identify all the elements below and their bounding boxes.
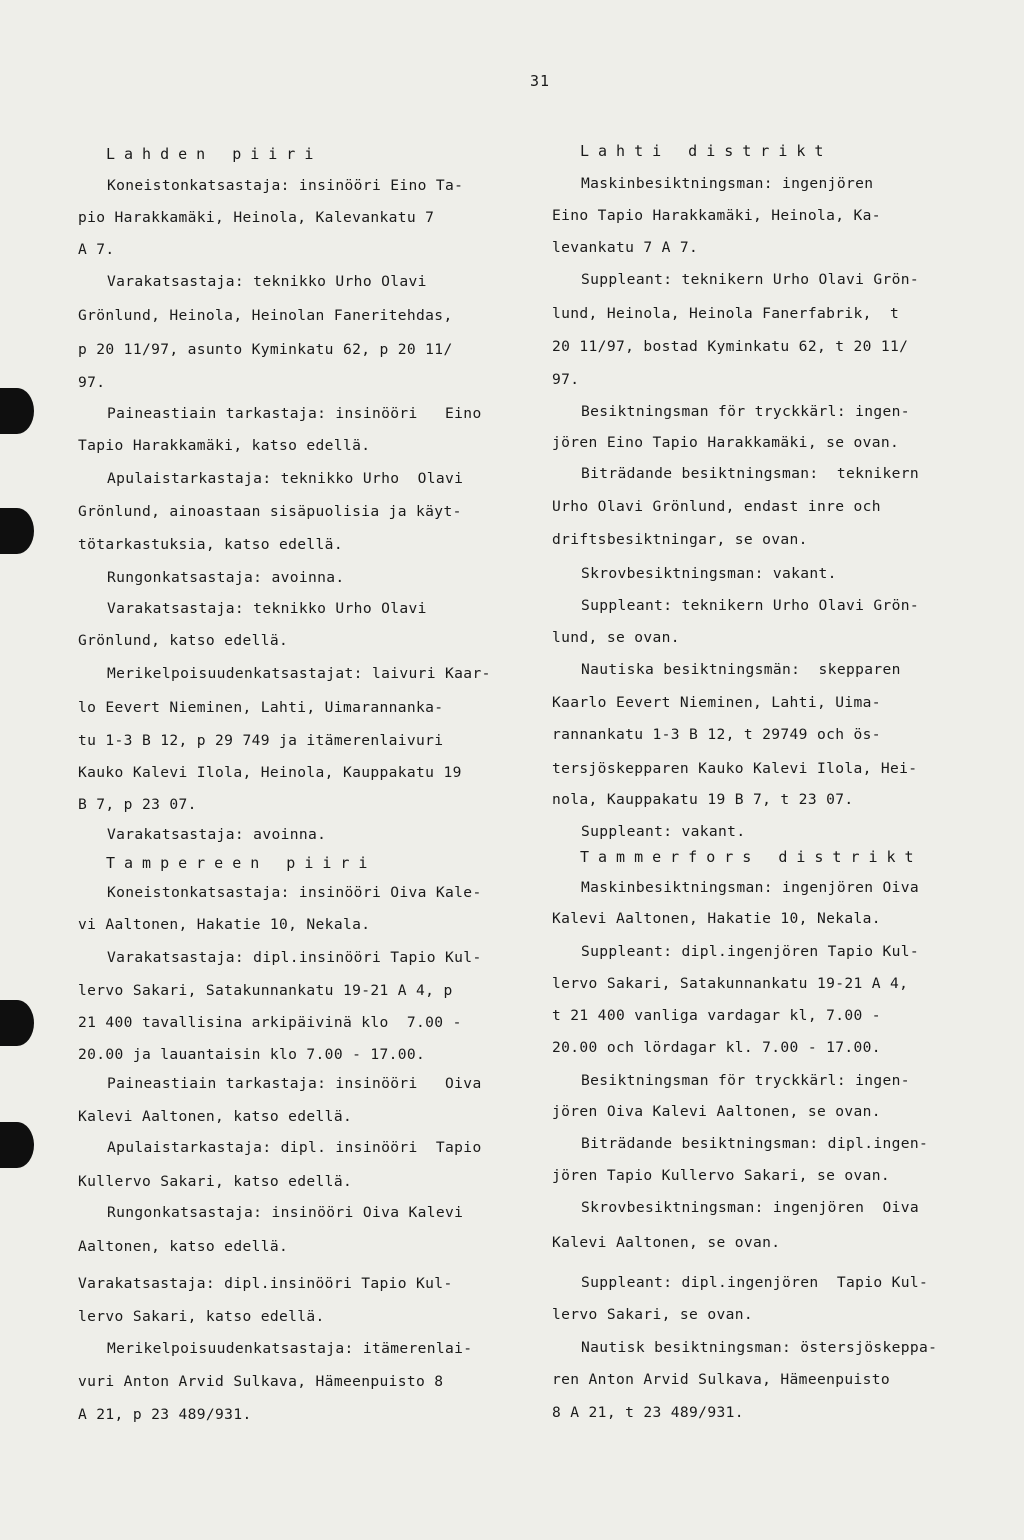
text-line: Rungonkatsastaja: insinööri Oiva Kalevi: [107, 1204, 464, 1221]
text-line: Nautiska besiktningsmän: skepparen: [581, 661, 901, 678]
text-line: vuri Anton Arvid Sulkava, Hämeenpuisto 8: [78, 1373, 444, 1390]
text-line: Koneistonkatsastaja: insinööri Oiva Kale-: [107, 884, 482, 901]
text-line: Suppleant: teknikern Urho Olavi Grön-: [581, 597, 920, 614]
text-line: pio Harakkamäki, Heinola, Kalevankatu 7: [78, 209, 435, 226]
text-line: Kaarlo Eevert Nieminen, Lahti, Uima-: [552, 694, 881, 711]
text-line: Apulaistarkastaja: teknikko Urho Olavi: [107, 470, 464, 487]
text-line: vi Aaltonen, Hakatie 10, Nekala.: [78, 916, 371, 933]
text-line: Kullervo Sakari, katso edellä.: [78, 1173, 353, 1190]
text-line: Tapio Harakkamäki, katso edellä.: [78, 437, 371, 454]
text-line: Kauko Kalevi Ilola, Heinola, Kauppakatu 19: [78, 764, 462, 781]
text-line: Grönlund, ainoastaan sisäpuolisia ja käyt-: [78, 503, 462, 520]
text-line: t 21 400 vanliga vardagar kl, 7.00 -: [552, 1007, 881, 1024]
text-line: 20.00 och lördagar kl. 7.00 - 17.00.: [552, 1039, 881, 1056]
text-line: 8 A 21, t 23 489/931.: [552, 1404, 744, 1421]
text-line: Varakatsastaja: teknikko Urho Olavi: [107, 600, 427, 617]
text-line: p 20 11/97, asunto Kyminkatu 62, p 20 11/: [78, 341, 453, 358]
text-line: tersjöskepparen Kauko Kalevi Ilola, Hei-: [552, 760, 918, 777]
text-line: B 7, p 23 07.: [78, 796, 197, 813]
text-line: lervo Sakari, se ovan.: [552, 1306, 753, 1323]
text-line: Varakatsastaja: dipl.insinööri Tapio Kul-: [107, 949, 482, 966]
text-line: jören Tapio Kullervo Sakari, se ovan.: [552, 1167, 891, 1184]
text-line: nola, Kauppakatu 19 B 7, t 23 07.: [552, 791, 854, 808]
text-line: Suppleant: vakant.: [581, 823, 746, 840]
section-heading: Tampereen piiri: [106, 854, 377, 872]
text-line: Skrovbesiktningsman: vakant.: [581, 565, 837, 582]
text-line: 20 11/97, bostad Kyminkatu 62, t 20 11/: [552, 338, 909, 355]
text-line: Koneistonkatsastaja: insinööri Eino Ta-: [107, 177, 464, 194]
text-line: Kalevi Aaltonen, Hakatie 10, Nekala.: [552, 910, 881, 927]
text-line: Skrovbesiktningsman: ingenjören Oiva: [581, 1199, 920, 1216]
section-heading: Lahti distrikt: [580, 142, 833, 160]
text-line: levankatu 7 A 7.: [552, 239, 699, 256]
binder-hole: [0, 388, 34, 434]
text-line: Paineastiain tarkastaja: insinööri Oiva: [107, 1075, 482, 1092]
text-line: A 21, p 23 489/931.: [78, 1406, 252, 1423]
text-line: Varakatsastaja: dipl.insinööri Tapio Kul-: [78, 1275, 453, 1292]
binder-hole: [0, 508, 34, 554]
text-line: jören Oiva Kalevi Aaltonen, se ovan.: [552, 1103, 881, 1120]
text-line: rannankatu 1-3 B 12, t 29749 och ös-: [552, 726, 881, 743]
text-line: lervo Sakari, Satakunnankatu 19-21 A 4, p: [78, 982, 453, 999]
text-line: Eino Tapio Harakkamäki, Heinola, Ka-: [552, 207, 881, 224]
text-line: 20.00 ja lauantaisin klo 7.00 - 17.00.: [78, 1046, 426, 1063]
text-line: tu 1-3 B 12, p 29 749 ja itämerenlaivuri: [78, 732, 444, 749]
text-line: Varakatsastaja: avoinna.: [107, 826, 327, 843]
page-number: 31: [530, 72, 551, 90]
text-line: Grönlund, katso edellä.: [78, 632, 289, 649]
text-line: lervo Sakari, katso edellä.: [78, 1308, 325, 1325]
text-line: Suppleant: teknikern Urho Olavi Grön-: [581, 271, 920, 288]
text-line: Aaltonen, katso edellä.: [78, 1238, 289, 1255]
text-line: Merikelpoisuudenkatsastajat: laivuri Kaar-: [107, 665, 491, 682]
text-line: tötarkastuksia, katso edellä.: [78, 536, 343, 553]
text-line: Biträdande besiktningsman: dipl.ingen-: [581, 1135, 929, 1152]
text-line: A 7.: [78, 241, 115, 258]
text-line: Merikelpoisuudenkatsastaja: itämerenlai-: [107, 1340, 473, 1357]
text-line: Suppleant: dipl.ingenjören Tapio Kul-: [581, 1274, 929, 1291]
text-line: Rungonkatsastaja: avoinna.: [107, 569, 345, 586]
text-line: Biträdande besiktningsman: teknikern: [581, 465, 920, 482]
text-line: Kalevi Aaltonen, se ovan.: [552, 1234, 781, 1251]
text-line: Maskinbesiktningsman: ingenjören Oiva: [581, 879, 920, 896]
section-heading: Lahden piiri: [106, 145, 323, 163]
text-line: Maskinbesiktningsman: ingenjören: [581, 175, 874, 192]
text-line: jören Eino Tapio Harakkamäki, se ovan.: [552, 434, 900, 451]
text-line: driftsbesiktningar, se ovan.: [552, 531, 808, 548]
text-line: Nautisk besiktningsman: östersjöskeppa-: [581, 1339, 938, 1356]
text-line: Apulaistarkastaja: dipl. insinööri Tapio: [107, 1139, 482, 1156]
text-line: 97.: [552, 371, 580, 388]
text-line: Grönlund, Heinola, Heinolan Faneritehdas,: [78, 307, 453, 324]
text-line: Urho Olavi Grönlund, endast inre och: [552, 498, 881, 515]
text-line: lervo Sakari, Satakunnankatu 19-21 A 4,: [552, 975, 909, 992]
binder-hole: [0, 1122, 34, 1168]
text-line: lund, Heinola, Heinola Fanerfabrik, t: [552, 305, 900, 322]
text-line: Paineastiain tarkastaja: insinööri Eino: [107, 405, 482, 422]
binder-hole: [0, 1000, 34, 1046]
text-line: lund, se ovan.: [552, 629, 680, 646]
text-line: Kalevi Aaltonen, katso edellä.: [78, 1108, 353, 1125]
text-line: ren Anton Arvid Sulkava, Hämeenpuisto: [552, 1371, 891, 1388]
text-line: Varakatsastaja: teknikko Urho Olavi: [107, 273, 427, 290]
text-line: lo Eevert Nieminen, Lahti, Uimarannanka-: [78, 699, 444, 716]
text-line: 21 400 tavallisina arkipäivinä klo 7.00 -: [78, 1014, 462, 1031]
text-line: Besiktningsman för tryckkärl: ingen-: [581, 1072, 910, 1089]
section-heading: Tammerfors distrikt: [580, 848, 923, 866]
text-line: Suppleant: dipl.ingenjören Tapio Kul-: [581, 943, 920, 960]
text-line: Besiktningsman för tryckkärl: ingen-: [581, 403, 910, 420]
text-line: 97.: [78, 374, 106, 391]
